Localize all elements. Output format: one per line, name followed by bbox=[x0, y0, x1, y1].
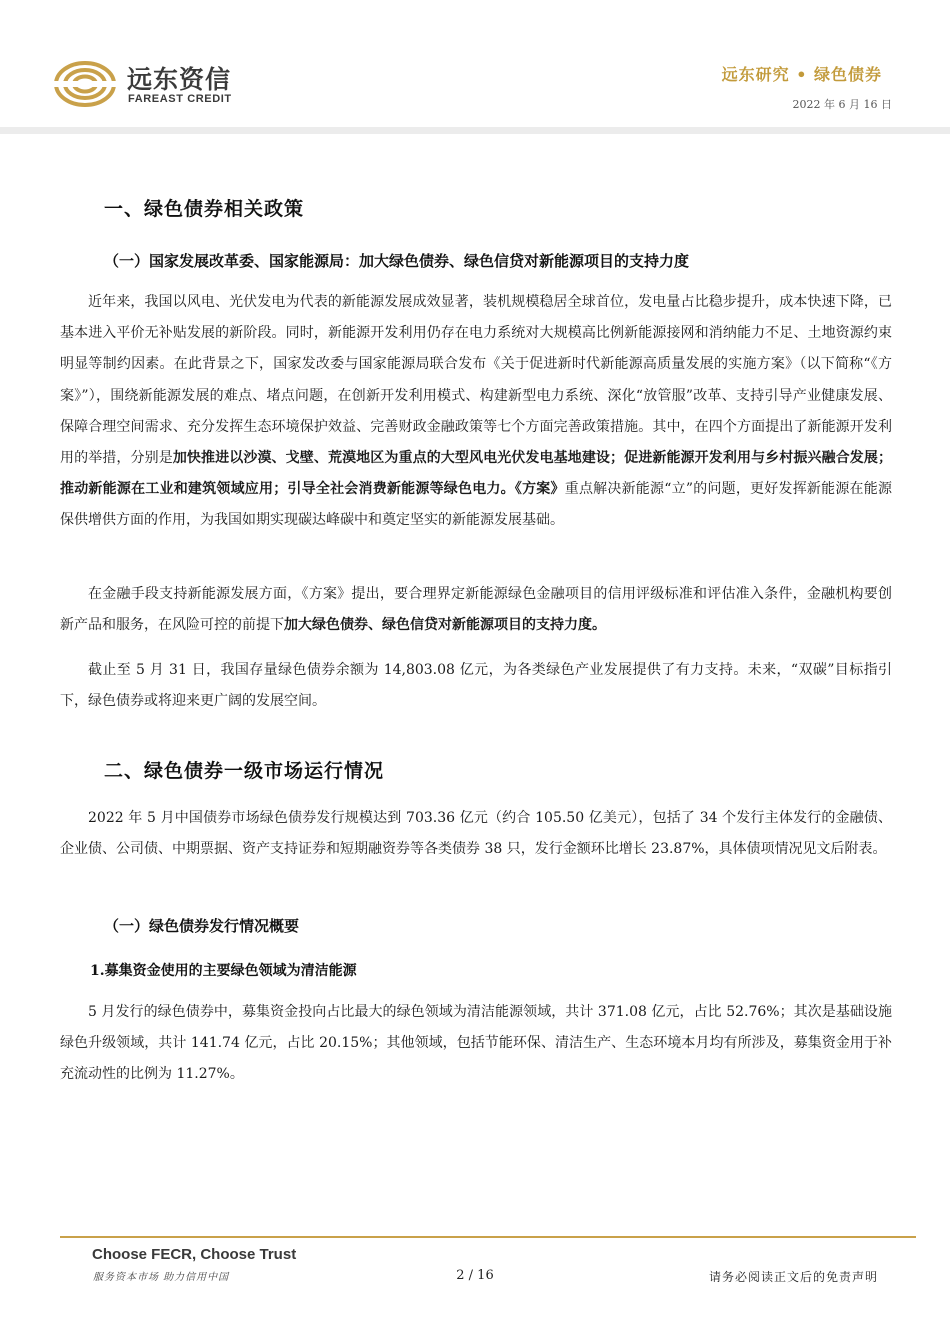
section-title-1: 一、绿色债券相关政策 bbox=[104, 198, 305, 220]
paragraph-1-text-a: 近年来，我国以风电、光伏发电为代表的新能源发展成效显著，装机规模稳居全球首位，发电量占比稳步提升，成本快速下降，已基本进入平价无补贴发展的新阶段。同时，新能源开发利用仍存在电力系统对大规模高比例新能源接网和消纳能力不足、土地资源约束明显等制约因素。在此背景之下，国家发改委与国家能源局联合发布《关于促进新时代新能源高质量发展的实施方案》（以下简称“《方案》”），围绕新能源发展的难点、堵点问题，在创新开发利用模式、构建新型电力系统、深化“放管服”改革、支持引导产业健康发展、保障合理空间需求、充分发挥生态环境保护效益、完善财政金融政策等七个方面完善政策措施。其中，在四个方面提出了新能源开发利用的举措，分别是 bbox=[60, 294, 892, 467]
footer-disclaimer: 请务必阅读正文后的免责声明 bbox=[708, 1270, 878, 1284]
footer-slogan-en: Choose FECR, Choose Trust bbox=[92, 1246, 297, 1263]
paragraph-2-text: 在金融手段支持新能源发展方面，《方案》提出，要合理界定新能源绿色金融项目的信用评级标准和评估准入条件，金融机构要创新产品和服务，在风险可控的前提下 bbox=[60, 586, 892, 634]
logo-text-en: FAREAST CREDIT bbox=[128, 93, 232, 105]
footer-slogan-cn: 服务资本市场 助力信用中国 bbox=[93, 1272, 230, 1283]
paragraph-5: 5 月发行的绿色债券中，募集资金投向占比最大的绿色领域为清洁能源领域，共计 371.08 亿元，占比 52.76%；其次是基础设施绿色升级领域，共计 141.74 亿元，占比 20.15%；其他领域，包括节能环保、清洁生产、生态环境本月均有所涉及，募集资金用于补充流动性的比例为 11.27%。 bbox=[60, 1004, 892, 1083]
fareast-logo-icon bbox=[54, 60, 116, 108]
paragraph-2 bbox=[60, 579, 892, 641]
paragraph-2-bold: 加大绿色债券、绿色信贷对新能源项目的支持力度。 bbox=[284, 617, 606, 634]
section-title-2: 二、绿色债券一级市场运行情况 bbox=[104, 760, 385, 782]
footer-divider bbox=[60, 1236, 916, 1238]
paragraph-3: 截止至 5 月 31 日，我国存量绿色债券余额为 14,803.08 亿元，为各类绿色产业发展提供了有力支持。未来，“双碳”目标指引下，绿色债券或将迎来更广阔的发展空间。 bbox=[60, 662, 892, 710]
paragraph-1-text-b: 重点解决新能源“立”的问题，更好发挥新能源在能源保供增供方面的作用，为我国如期实现碳达峰碳中和奠定坚实的新能源发展基础。 bbox=[60, 481, 892, 529]
page-header bbox=[0, 0, 950, 130]
paragraph-1 bbox=[60, 287, 892, 537]
subsection-title-2-1: （一）绿色债券发行情况概要 bbox=[104, 917, 300, 935]
header-divider bbox=[0, 127, 950, 134]
page-number: 2 / 16 bbox=[456, 1268, 494, 1283]
paragraph-1-bold: 加快推进以沙漠、戈壁、荒漠地区为重点的大型风电光伏发电基地建设；促进新能源开发利用与乡村振兴融合发展；推动新能源在工业和建筑领域应用；引导全社会消费新能源等绿色电力。《方案》 bbox=[60, 450, 892, 498]
logo-text-cn: 远东资信 bbox=[127, 65, 232, 94]
subsection-title-1-1: （一）国家发展改革委、国家能源局：加大绿色债券、绿色信贷对新能源项目的支持力度 bbox=[104, 252, 690, 270]
report-date: 2022 年 6 月 16 日 bbox=[792, 98, 892, 111]
report-series: 远东研究 • 绿色债券 bbox=[721, 65, 882, 84]
paragraph-4: 2022 年 5 月中国债券市场绿色债券发行规模达到 703.36 亿元（约合 105.50 亿美元），包括了 34 个发行主体发行的金融债、企业债、公司债、中期票据、资产支持证券和短期融资券等各类债券 38 只，发行金额环比增长 23.87%，具体债项情况见文后附表。 bbox=[60, 810, 892, 858]
item-title-2-1-1: 1.募集资金使用的主要绿色领域为清洁能源 bbox=[90, 963, 357, 979]
